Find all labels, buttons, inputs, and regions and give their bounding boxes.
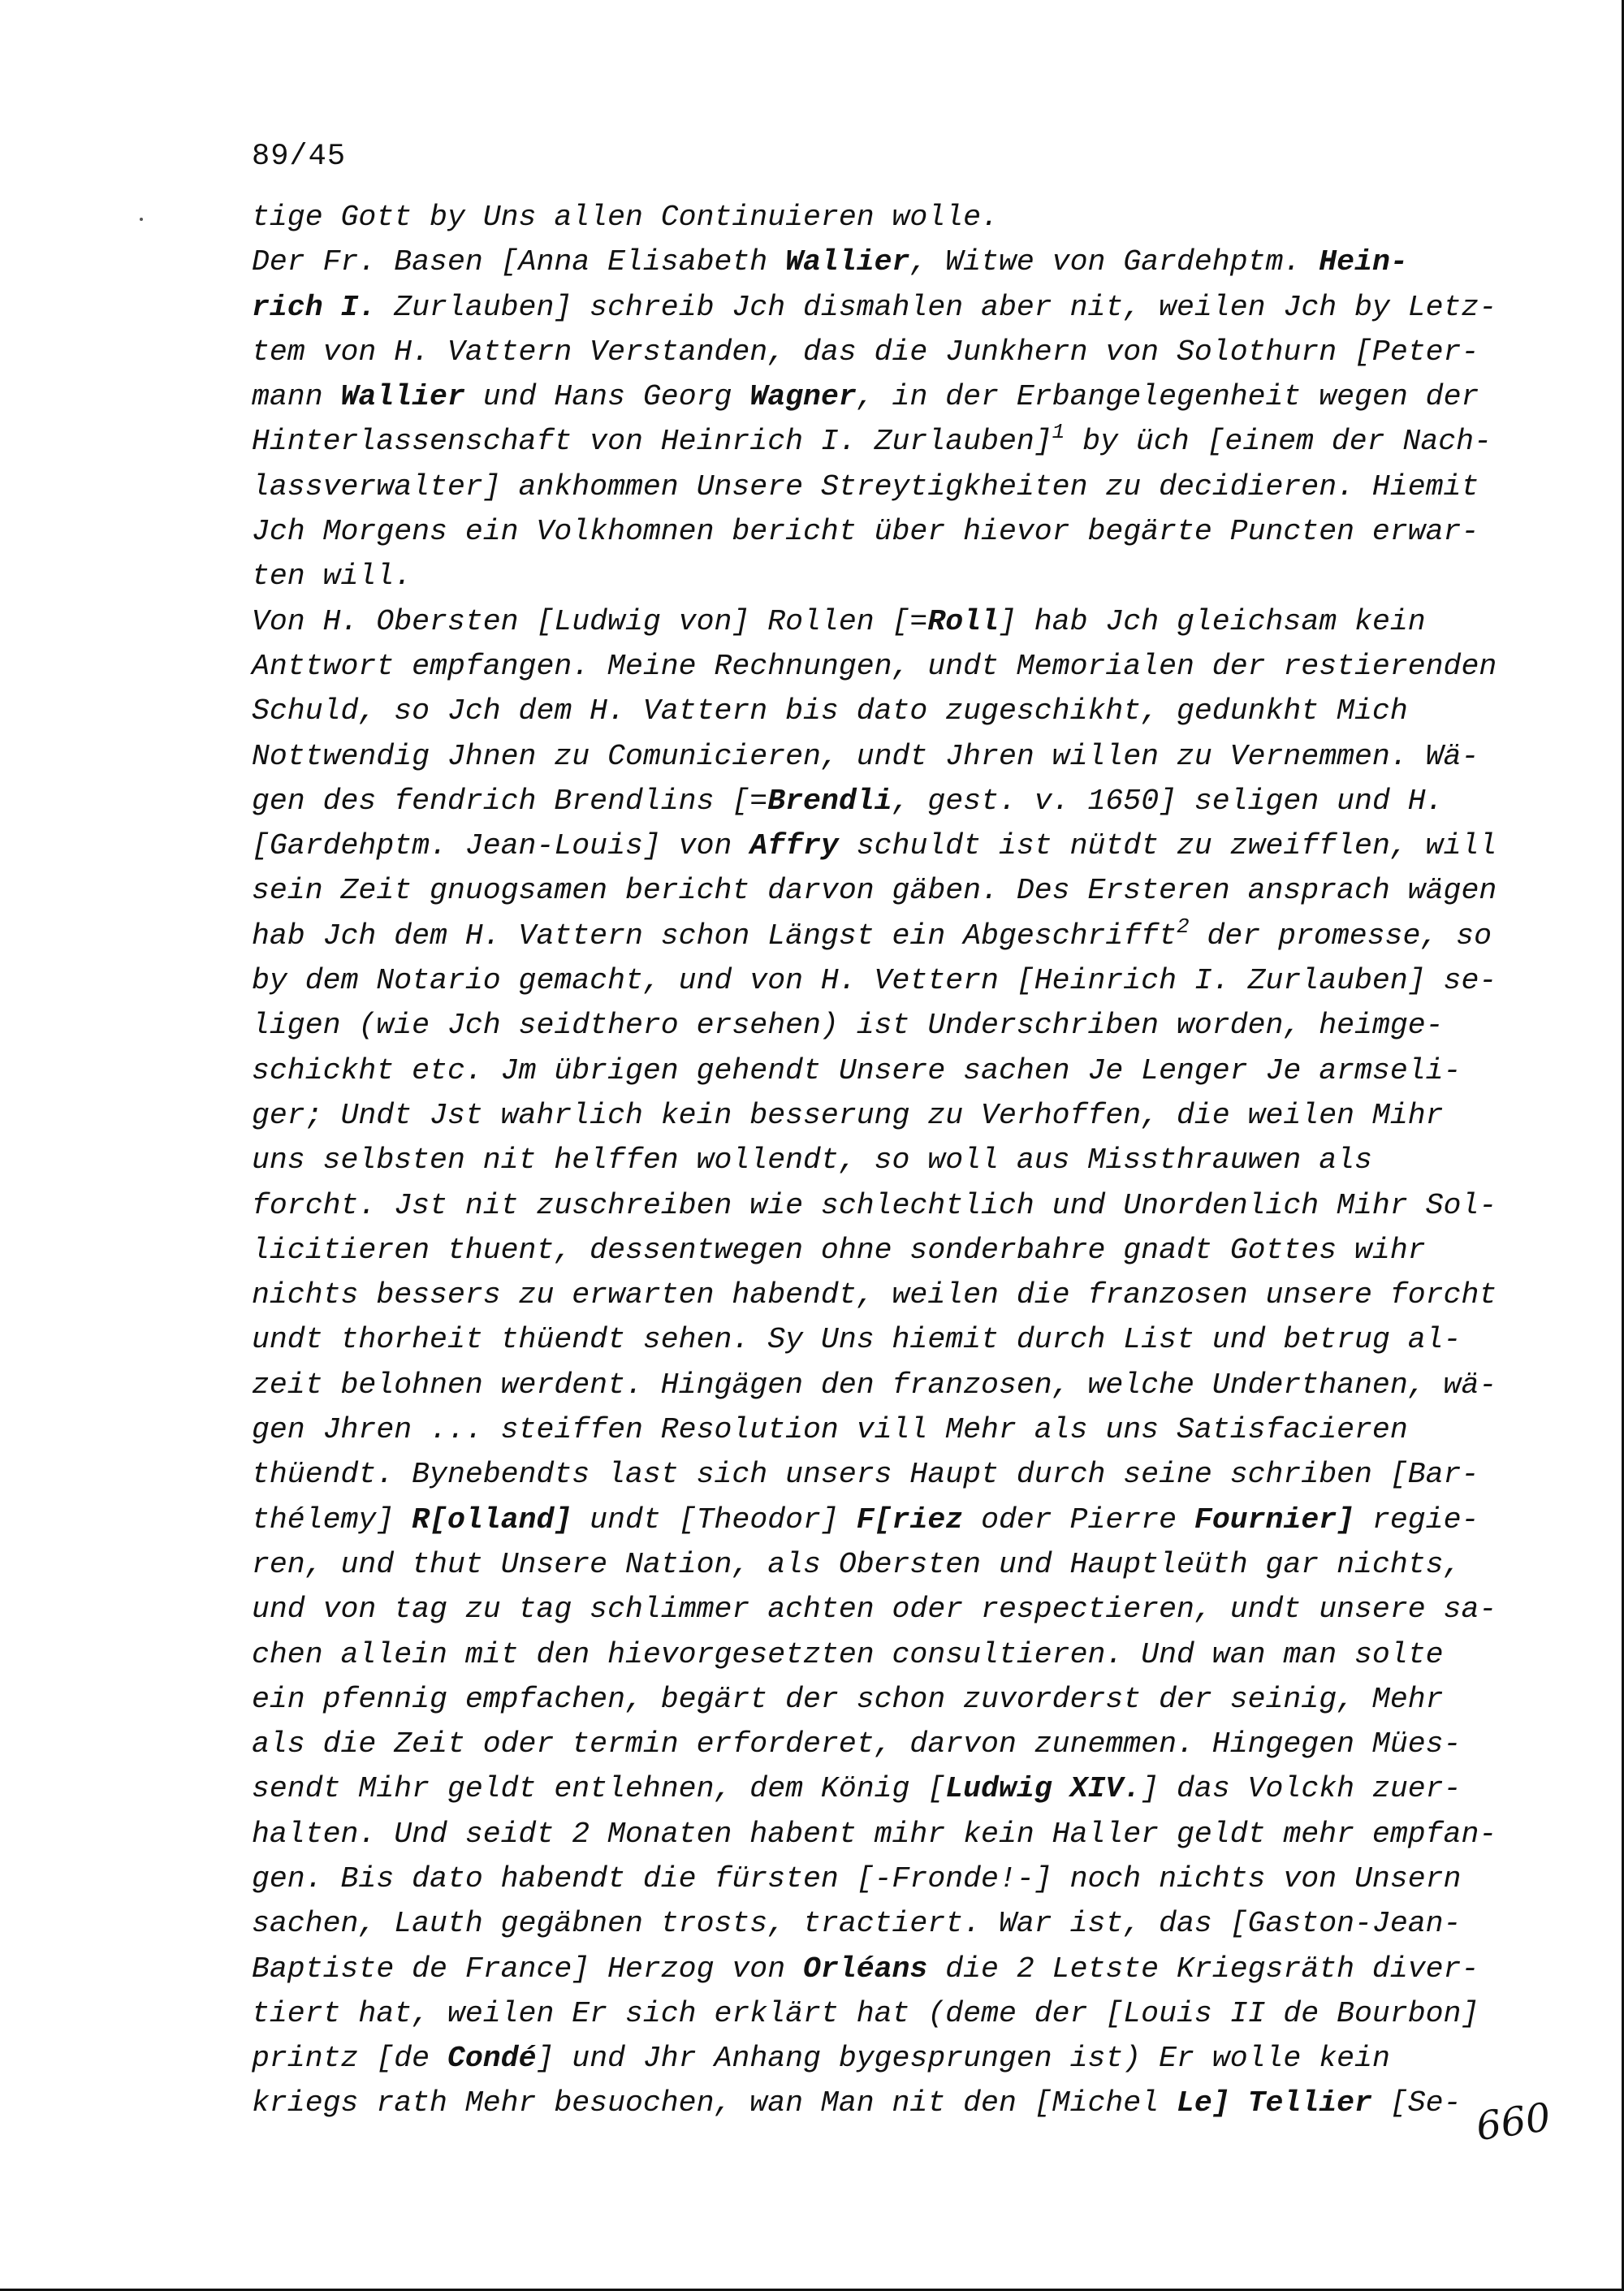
text-segment: printz [de <box>252 2042 447 2076</box>
text-line <box>252 509 1518 554</box>
text-line <box>252 1766 1518 1811</box>
footnote-marker: 1 <box>1052 420 1065 445</box>
bold-name: Wagner <box>749 380 857 414</box>
text-segment: halten. Und seidt 2 Monaten habent mihr kein Haller geldt mehr empfan- <box>252 1817 1497 1851</box>
text-segment: by dem Notario gemacht, und von H. Vettern [Heinrich I. Zurlauben] se- <box>252 964 1497 998</box>
bold-name: rich I. <box>252 290 377 324</box>
text-line <box>252 689 1518 733</box>
text-line <box>252 1632 1518 1677</box>
text-line <box>252 1048 1518 1093</box>
text-line <box>252 599 1518 644</box>
bold-name: Roll <box>927 604 999 638</box>
text-line <box>252 419 1518 464</box>
text-segment: nichts bessers zu erwarten habendt, weilen die franzosen unsere forcht <box>252 1278 1497 1312</box>
text-line <box>252 1003 1518 1048</box>
text-line <box>252 1722 1518 1766</box>
text-segment: Von H. Obersten [Ludwig von] Rollen [= <box>252 604 928 638</box>
text-segment: tiert hat, weilen Er sich erklärt hat (deme der [Louis II de Bourbon] <box>252 1996 1479 2030</box>
text-line <box>252 285 1518 330</box>
bold-name: Tellier <box>1247 2086 1372 2120</box>
scan-speck <box>140 218 143 221</box>
text-line <box>252 914 1518 958</box>
page-number: 89/45 <box>252 140 347 174</box>
text-segment: Hinterlassenschaft von Heinrich I. Zurlauben] <box>252 425 1052 459</box>
text-segment: gen Jhren ... steiffen Resolution vill Mehr als uns Satisfacieren <box>252 1413 1408 1447</box>
text-segment: gen. Bis dato habendt die fürsten [-Fronde!-] noch nichts von Unsern <box>252 1861 1462 1895</box>
text-line <box>252 1947 1518 1991</box>
text-segment: regie- <box>1354 1502 1479 1537</box>
text-segment: Jch Morgens ein Volkhomnen bericht über hievor begärte Puncten erwar- <box>252 515 1479 549</box>
text-line <box>252 1093 1518 1138</box>
text-line <box>252 330 1518 374</box>
text-segment: mann <box>252 380 341 414</box>
text-segment: gen des fendrich Brendlins [= <box>252 784 768 818</box>
text-line <box>252 823 1518 868</box>
text-segment: ein pfennig empfachen, begärt der schon zuvorderst der seinig, Mehr <box>252 1682 1444 1716</box>
text-segment: der promesse, so <box>1189 919 1492 953</box>
bold-name: Affry <box>749 829 839 863</box>
text-segment: [Se- <box>1371 2086 1462 2120</box>
text-line <box>252 1857 1518 1901</box>
text-line <box>252 1901 1518 1946</box>
text-line <box>252 195 1518 240</box>
text-segment: ren, und thut Unsere Nation, als Obersten und Hauptleüth gar nichts, <box>252 1547 1462 1581</box>
text-segment: die 2 Letste Kriegsräth diver- <box>927 1952 1479 1986</box>
text-line <box>252 1498 1518 1542</box>
text-line <box>252 374 1518 419</box>
text-line <box>252 1407 1518 1452</box>
text-line <box>252 1183 1518 1228</box>
text-line <box>252 1363 1518 1407</box>
text-segment: oder Pierre <box>963 1502 1194 1537</box>
footnote-marker: 2 <box>1177 914 1190 939</box>
text-segment: , in der Erbangelegenheit wegen der <box>856 380 1479 414</box>
text-segment: Baptiste de France] Herzog von <box>252 1952 804 1986</box>
text-line <box>252 1542 1518 1587</box>
text-segment: ligen (wie Jch seidthero ersehen) ist Underschriben worden, heimge- <box>252 1009 1444 1043</box>
bold-name: Wallier <box>340 380 465 414</box>
text-segment: kriegs rath Mehr besuochen, wan Man nit den [Michel <box>252 2086 1177 2120</box>
text-line <box>252 644 1518 689</box>
text-segment: undt thorheit thüendt sehen. Sy Uns hiemit durch List und betrug al- <box>252 1323 1462 1357</box>
text-segment: Zurlauben] schreib Jch dismahlen aber nit, weilen Jch by Letz- <box>376 290 1497 324</box>
text-segment: Schuld, so Jch dem H. Vattern bis dato zugeschikht, gedunkht Mich <box>252 694 1408 728</box>
text-segment: ] das Volckh zuer- <box>1141 1772 1462 1806</box>
text-segment: [Gardehptm. Jean-Louis] von <box>252 829 750 863</box>
text-segment: und von tag zu tag schlimmer achten oder respectieren, undt unsere sa- <box>252 1593 1497 1627</box>
text-segment: , Witwe von Gardehptm. <box>909 245 1320 279</box>
text-segment: zeit belohnen werdent. Hingägen den franzosen, welche Underthanen, wä- <box>252 1368 1497 1402</box>
text-segment: sachen, Lauth gegäbnen trosts, tractiert. War ist, das [Gaston-Jean- <box>252 1907 1462 1941</box>
text-segment: ] hab Jch gleichsam kein <box>998 604 1426 638</box>
bold-name: R[olland] <box>412 1502 572 1537</box>
bold-name: Hein- <box>1319 245 1408 279</box>
text-line <box>252 1991 1518 2036</box>
text-segment: chen allein mit den hievorgesetzten consultieren. Und wan man solte <box>252 1637 1444 1671</box>
text-segment: ger; Undt Jst wahrlich kein besserung zu Verhoffen, die weilen Mihr <box>252 1098 1444 1132</box>
text-segment: schuldt ist nütdt zu zweifflen, will <box>838 829 1497 863</box>
text-segment: forcht. Jst nit zuschreiben wie schlechtlich und Unordenlich Mihr Sol- <box>252 1188 1497 1222</box>
text-line <box>252 1587 1518 1632</box>
text-line <box>252 1228 1518 1273</box>
text-segment: by üch [einem der Nach- <box>1065 425 1492 459</box>
text-line <box>252 779 1518 823</box>
text-segment: Anttwort empfangen. Meine Rechnungen, undt Memorialen der restierenden <box>252 649 1497 683</box>
text-line <box>252 868 1518 913</box>
text-segment: sendt Mihr geldt entlehnen, dem König [ <box>252 1772 946 1806</box>
handwritten-folio-number: 660 <box>1473 2094 1554 2151</box>
text-segment: als die Zeit oder termin erforderet, darvon zunemmen. Hingegen Mües- <box>252 1727 1462 1761</box>
text-segment: undt [Theodor] <box>572 1502 857 1537</box>
text-segment: licitieren thuent, dessentwegen ohne sonderbahre gnadt Gottes wihr <box>252 1233 1426 1267</box>
text-segment: thüendt. Bynebendts last sich unsers Haupt durch seine schriben [Bar- <box>252 1458 1479 1492</box>
text-line <box>252 2081 1518 2125</box>
text-segment: ten will. <box>252 560 412 594</box>
text-segment: hab Jch dem H. Vattern schon Längst ein Abgeschrifft <box>252 919 1177 953</box>
text-segment: lassverwalter] ankhommen Unsere Streytigkheiten zu decidieren. Hiemit <box>252 469 1479 504</box>
bold-name: Le] <box>1177 2086 1230 2120</box>
text-segment: ] und Jhr Anhang bygesprungen ist) Er wolle kein <box>536 2042 1390 2076</box>
text-segment: Der Fr. Basen [Anna Elisabeth <box>252 245 786 279</box>
text-segment: sein Zeit gnuogsamen bericht darvon gäben. Des Ersteren ansprach wägen <box>252 874 1497 908</box>
text-line <box>252 1317 1518 1362</box>
text-line <box>252 734 1518 779</box>
text-segment: und Hans Georg <box>464 380 750 414</box>
bold-name: Orléans <box>803 1952 928 1986</box>
text-line <box>252 958 1518 1003</box>
bold-name: Wallier <box>785 245 910 279</box>
bold-name: F[riez <box>856 1502 964 1537</box>
bold-name: Fournier] <box>1194 1502 1355 1537</box>
text-segment: tige Gott by Uns allen Continuieren wolle. <box>252 201 999 234</box>
text-segment: Nottwendig Jhnen zu Comunicieren, undt Jhren willen zu Vernemmen. Wä- <box>252 739 1479 773</box>
text-segment <box>1230 2086 1248 2120</box>
text-line <box>252 1677 1518 1722</box>
text-segment: , gest. v. 1650] seligen und H. <box>892 784 1444 818</box>
text-line <box>252 240 1518 284</box>
bold-name: Brendli <box>767 784 892 818</box>
text-segment: uns selbsten nit helffen wollendt, so woll aus Missthrauwen als <box>252 1143 1372 1178</box>
text-line <box>252 2036 1518 2081</box>
text-line <box>252 1138 1518 1182</box>
text-segment: thélemy] <box>252 1502 412 1537</box>
text-line <box>252 1273 1518 1317</box>
text-line <box>252 1812 1518 1857</box>
text-line <box>252 554 1518 599</box>
text-line <box>252 1452 1518 1497</box>
bold-name: Condé <box>447 2042 537 2076</box>
text-segment: tem von H. Vattern Verstanden, das die Junkhern von Solothurn [Peter- <box>252 335 1479 369</box>
bold-name: Ludwig XIV. <box>945 1772 1142 1806</box>
text-segment: schickht etc. Jm übrigen gehendt Unsere sachen Je Lenger Je armseli- <box>252 1053 1462 1087</box>
letter-transcription <box>252 195 1518 2126</box>
text-line <box>252 465 1518 509</box>
